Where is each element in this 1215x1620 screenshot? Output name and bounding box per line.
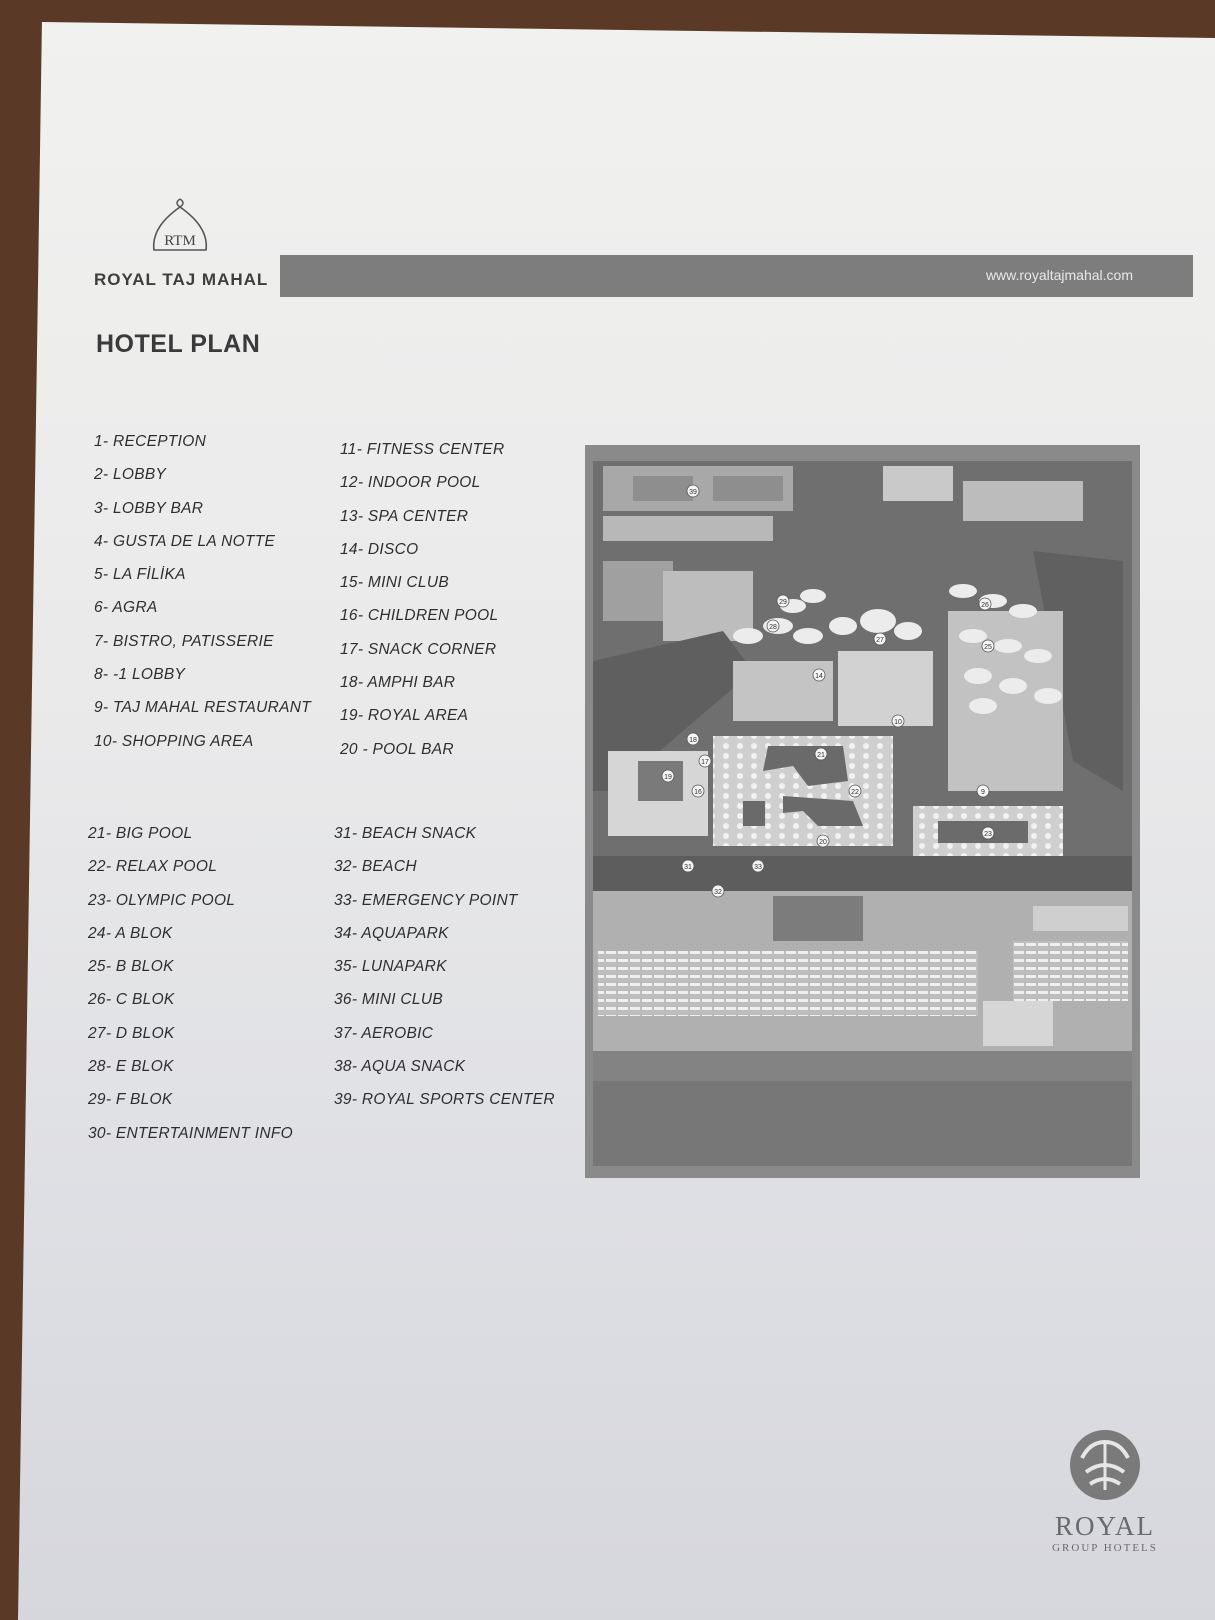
royal-group-emblem-icon xyxy=(1068,1428,1142,1502)
dome-logo-icon xyxy=(140,195,220,265)
map-marker-label: 25 xyxy=(984,644,992,651)
map-marker-label: 20 xyxy=(819,839,827,846)
map-marker-label: 22 xyxy=(851,789,859,796)
map-marker-label: 17 xyxy=(701,759,709,766)
legend-item: 15- MINI CLUB xyxy=(340,574,449,592)
royal-group-logo xyxy=(1040,1428,1170,1554)
building xyxy=(603,516,773,541)
legend-item: 6- AGRA xyxy=(94,599,158,617)
map-marker-label: 23 xyxy=(984,831,992,838)
map-marker-label: 26 xyxy=(981,602,989,609)
building xyxy=(603,561,673,621)
legend-item: 27- D BLOK xyxy=(88,1024,175,1042)
map-marker-label: 28 xyxy=(769,624,777,631)
tree-line xyxy=(593,856,1132,891)
pier xyxy=(983,1001,1053,1046)
map-marker-label: 33 xyxy=(754,864,762,871)
sunbeds xyxy=(598,951,978,1016)
group-subtitle: GROUP HOTELS xyxy=(1052,1542,1158,1554)
legend-item: 32- BEACH xyxy=(334,858,417,876)
header-bar xyxy=(280,255,1193,297)
map-marker-label: 18 xyxy=(689,737,697,744)
legend-item: 24- A BLOK xyxy=(88,924,173,942)
legend-item: 39- ROYAL SPORTS CENTER xyxy=(334,1091,555,1109)
map-marker-label: 39 xyxy=(689,489,697,496)
legend-item: 36- MINI CLUB xyxy=(334,991,443,1009)
legend-item: 18- AMPHI BAR xyxy=(340,674,456,692)
building xyxy=(883,466,953,501)
legend-item: 5- LA FİLİKA xyxy=(94,566,186,584)
legend-item: 28- E BLOK xyxy=(88,1058,174,1076)
map-marker-label: 10 xyxy=(894,719,902,726)
map-marker-label: 16 xyxy=(694,789,702,796)
legend-item: 38- AQUA SNACK xyxy=(334,1058,466,1076)
legend-item: 14- DISCO xyxy=(340,540,419,558)
legend-item: 30- ENTERTAINMENT INFO xyxy=(88,1124,293,1142)
legend-item: 16- CHILDREN POOL xyxy=(340,607,499,625)
legend-item: 22- RELAX POOL xyxy=(88,858,218,876)
legend-item: 1- RECEPTION xyxy=(94,433,207,450)
legend-item: 29- F BLOK xyxy=(88,1091,173,1109)
legend-item: 4- GUSTA DE LA NOTTE xyxy=(94,532,276,550)
brand-name: ROYAL TAJ MAHAL xyxy=(94,270,269,289)
beach-snack-building xyxy=(773,896,863,941)
map-marker-label: 29 xyxy=(779,599,787,606)
map-marker-label: 9 xyxy=(981,789,985,796)
legend-column-4 xyxy=(334,825,555,1125)
sunbeds xyxy=(1013,941,1128,1001)
map-marker-label: 32 xyxy=(714,889,722,896)
map-marker-label: 27 xyxy=(876,637,884,644)
legend-item: 2- LOBBY xyxy=(94,466,167,484)
page-title: HOTEL PLAN xyxy=(96,330,261,358)
legend-item: 31- BEACH SNACK xyxy=(334,825,477,842)
main-building xyxy=(838,651,933,726)
map-marker-label: 31 xyxy=(684,864,692,871)
legend-item: 25- B BLOK xyxy=(88,958,174,976)
legend-item: 21- BIG POOL xyxy=(88,825,193,842)
legend-item: 13- SPA CENTER xyxy=(340,507,469,525)
aerial-map-frame xyxy=(585,445,1140,1178)
legend-item: 26- C BLOK xyxy=(88,991,175,1009)
legend-column-2 xyxy=(340,441,504,774)
legend-item: 8- -1 LOBBY xyxy=(94,666,186,684)
group-name: ROYAL xyxy=(1054,1511,1155,1541)
legend-item: 17- SNACK CORNER xyxy=(340,640,497,658)
legend-item: 12- INDOOR POOL xyxy=(340,474,481,492)
legend-item: 20 - POOL BAR xyxy=(340,740,454,758)
legend-item: 35- LUNAPARK xyxy=(334,958,447,976)
svg-text:RTM: RTM xyxy=(163,233,196,249)
legend-item: 33- EMERGENCY POINT xyxy=(334,891,518,909)
legend-item: 19- ROYAL AREA xyxy=(340,707,469,725)
map-marker-label: 21 xyxy=(817,752,825,759)
legend-column-1 xyxy=(94,433,311,766)
aerial-map xyxy=(593,461,1132,1166)
legend-item: 37- AEROBIC xyxy=(334,1024,434,1042)
legend-item: 34- AQUAPARK xyxy=(334,924,449,942)
building xyxy=(963,481,1083,521)
legend-item: 9- TAJ MAHAL RESTAURANT xyxy=(94,699,312,717)
map-marker-label: 19 xyxy=(664,774,672,781)
website-url: www.royaltajmahal.com xyxy=(985,267,1133,283)
legend-item: 3- LOBBY BAR xyxy=(94,499,204,517)
map-marker-label: 14 xyxy=(815,673,823,680)
legend-item: 23- OLYMPIC POOL xyxy=(88,891,236,909)
legend-item: 7- BISTRO, PATISSERIE xyxy=(94,632,274,650)
legend-item: 10- SHOPPING AREA xyxy=(94,732,254,750)
legend-item: 11- FITNESS CENTER xyxy=(340,441,505,458)
legend-column-3 xyxy=(88,825,293,1158)
children-pool xyxy=(743,801,765,826)
